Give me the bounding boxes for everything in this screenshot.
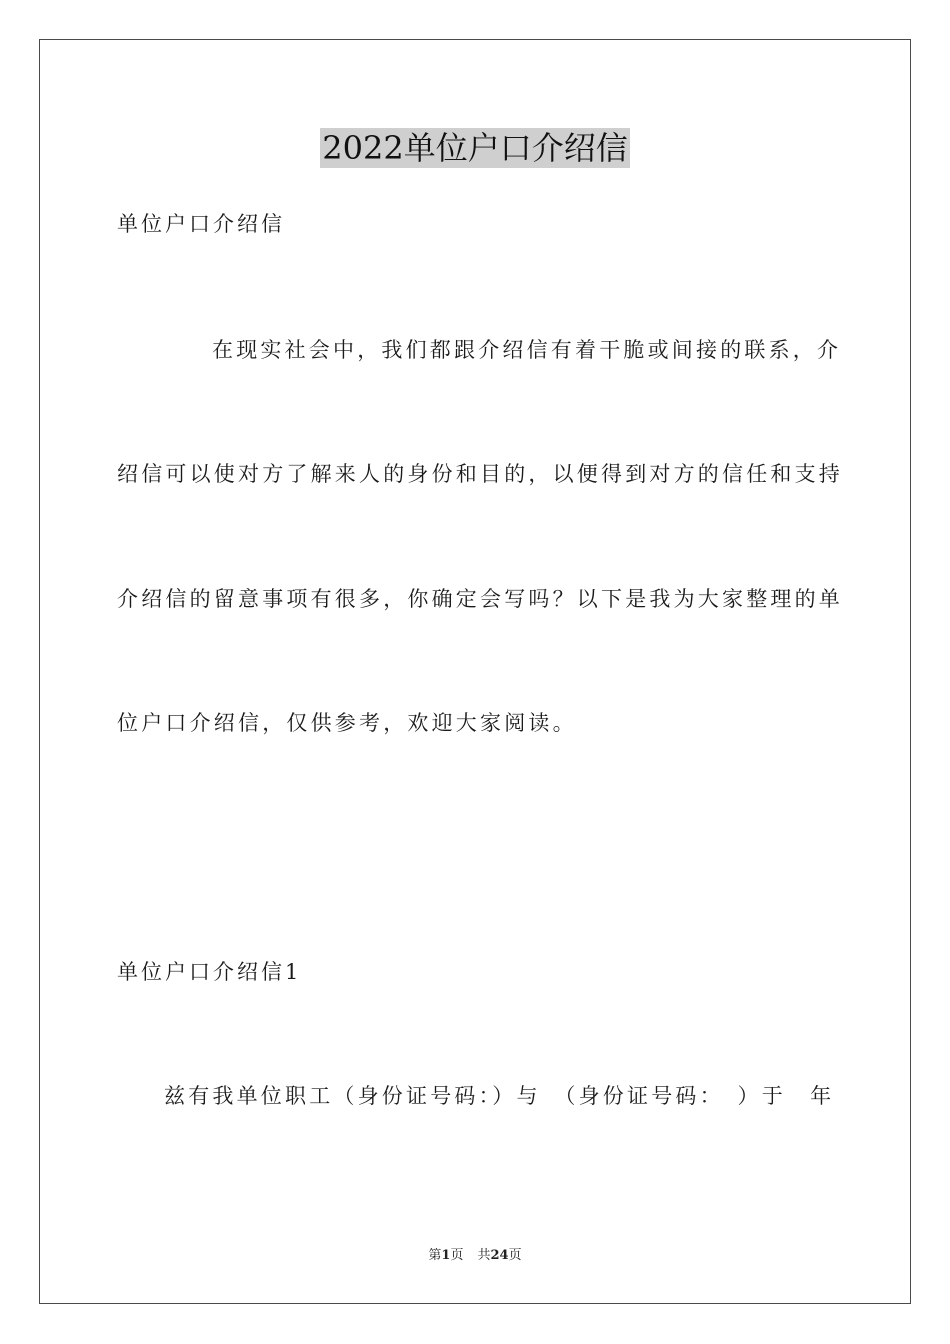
title-container <box>0 128 950 168</box>
document-title: 2022单位户口介绍信 <box>322 129 628 167</box>
intro-line-1: 在现实社会中，我们都跟介绍信有着干脆或间接的联系，介 <box>212 338 842 362</box>
intro-line-2: 绍信可以使对方了解来人的身份和目的，以便得到对方的信任和支持 <box>117 462 843 486</box>
footer-total-suffix: 页 <box>508 1248 522 1263</box>
footer-page-suffix: 页 <box>450 1248 464 1263</box>
subheading: 单位户口介绍信 <box>117 212 285 236</box>
footer-total-pages: 24 <box>490 1248 509 1263</box>
footer-total-prefix: 共 <box>477 1248 491 1263</box>
footer-page-prefix: 第 <box>428 1248 442 1263</box>
intro-line-4: 位户口介绍信，仅供参考，欢迎大家阅读。 <box>117 711 577 735</box>
intro-line-3: 介绍信的留意事项有很多，你确定会写吗？以下是我为大家整理的单 <box>117 587 843 611</box>
footer-page-number: 1 <box>441 1248 451 1263</box>
section-heading: 单位户口介绍信1 <box>117 960 302 984</box>
page-footer <box>0 1247 950 1265</box>
body-line-1: 兹有我单位职工（身份证号码：）与 （身份证号码： ）于 年 <box>164 1084 835 1108</box>
